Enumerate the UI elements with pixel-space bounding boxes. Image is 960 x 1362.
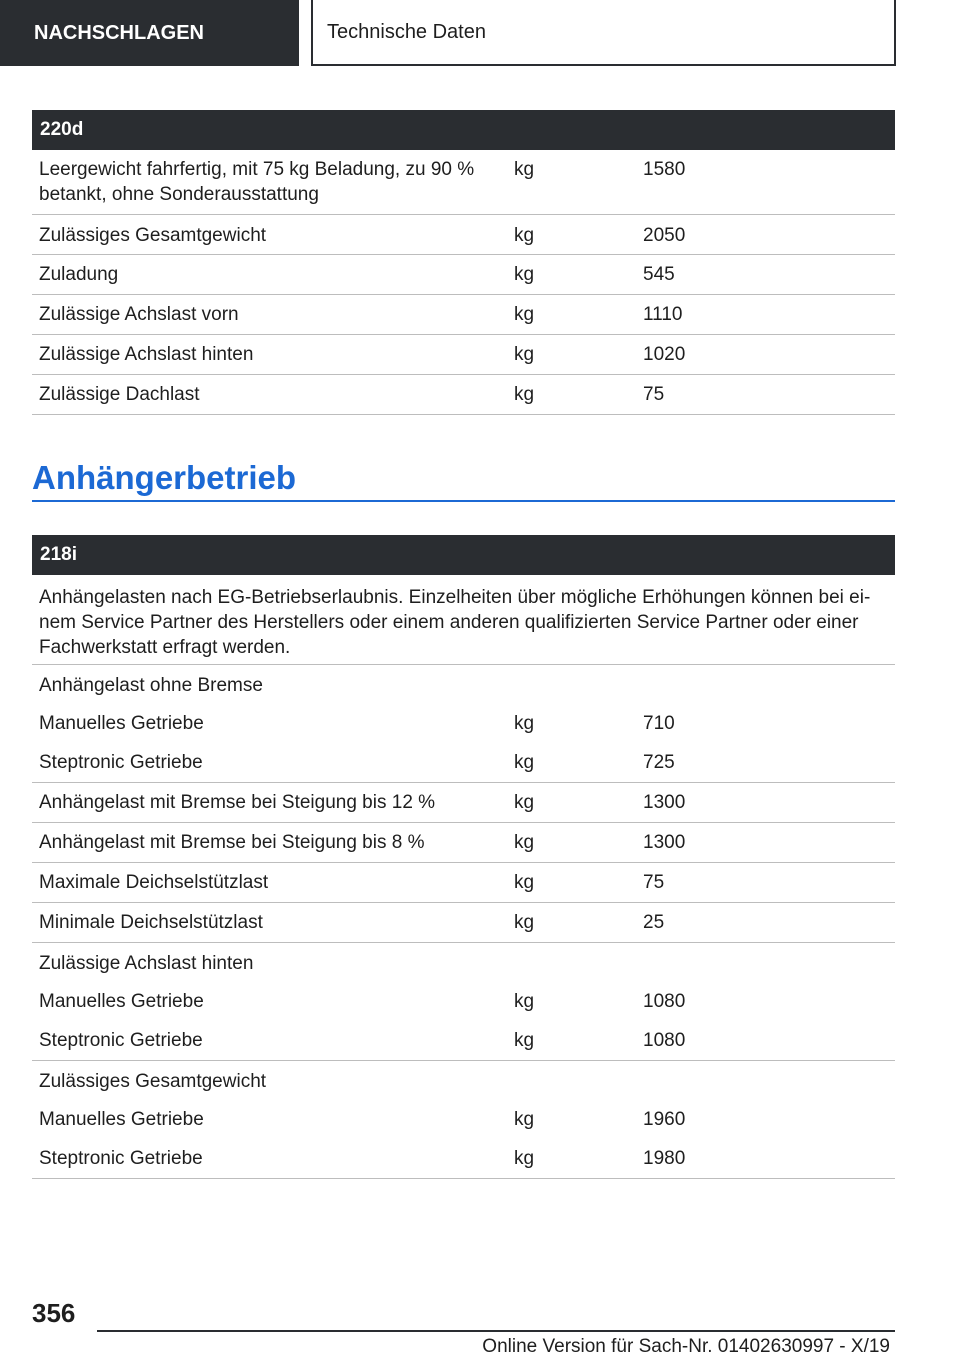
table-row [32,215,895,255]
row-label: Zulässiges Gesamtgewicht [39,1071,267,1092]
row-value: 725 [643,752,675,773]
row-label: Steptronic Getriebe [39,752,203,773]
row-label: Steptronic Getriebe [39,1148,203,1169]
row-value: 1960 [643,1109,686,1130]
row-unit: kg [514,832,535,853]
table-row [32,335,895,375]
row-label: Zulässige Achslast vorn [39,304,239,325]
note-line: Anhängelasten nach EG-Betriebserlaubnis. Einzelheiten über mögliche Erhöhungen können bei ei- [39,587,871,608]
row-value: 1110 [643,304,683,325]
row-value: 1080 [643,1030,686,1051]
row-value: 25 [643,912,665,933]
note-line: Fachwerkstatt erfragt werden. [39,637,291,658]
section-heading: Anhängerbetrieb [32,456,895,502]
row-unit: kg [514,991,535,1012]
note-line: nem Service Partner des Herstellers oder einem anderen qualifizierten Service Partner oder einer [39,612,859,633]
row-label: Zulässige Dachlast [39,384,200,405]
footer-divider [97,1330,895,1332]
row-label: Steptronic Getriebe [39,1030,203,1051]
section-tab: NACHSCHLAGEN [0,0,299,66]
table-heading: 218i [32,535,895,575]
row-value: 710 [643,713,675,734]
row-label: Manuelles Getriebe [39,991,204,1012]
row-label: Zulässiges Gesamtgewicht [39,225,267,246]
row-unit: kg [514,792,535,813]
row-label: Manuelles Getriebe [39,713,204,734]
page-header-title: Technische Daten [311,0,896,66]
row-label: Zulässige Achslast hinten [39,344,254,365]
row-label: Zulässige Achslast hinten [39,953,254,974]
table-row [32,255,895,295]
table-row [32,1100,895,1139]
row-unit: kg [514,304,535,325]
row-label: Minimale Deichselstützlast [39,912,263,933]
row-label: Maximale Deichselstützlast [39,872,269,893]
row-unit: kg [514,1109,535,1130]
row-label: Anhängelast mit Bremse bei Steigung bis 8 % [39,832,425,853]
table-row [32,863,895,903]
row-value: 545 [643,264,675,285]
row-unit: kg [514,713,535,734]
row-value: 1080 [643,991,686,1012]
row-value: 1020 [643,344,686,365]
row-label: Leergewicht fahrfertig, mit 75 kg Beladung, zu 90 % [39,159,475,180]
table-note-row [32,575,895,665]
table-row [32,783,895,823]
table-row [32,743,895,783]
row-value: 1980 [643,1148,686,1169]
row-label-continued: betankt, ohne Sonderausstattung [39,184,319,205]
row-label: Manuelles Getriebe [39,1109,204,1130]
row-unit: kg [514,1030,535,1051]
row-unit: kg [514,344,535,365]
table-row [32,1139,895,1179]
table-row [32,375,895,415]
row-label: Anhängelast mit Bremse bei Steigung bis 12 % [39,792,436,813]
table-row [32,823,895,863]
table-group-row [32,665,895,704]
table-row [32,982,895,1021]
row-value: 1300 [643,792,686,813]
page-number: 356 [32,1298,76,1328]
row-value: 2050 [643,225,686,246]
row-unit: kg [514,264,535,285]
row-value: 75 [643,872,665,893]
table-row [32,295,895,335]
row-unit: kg [514,912,535,933]
row-value: 1580 [643,159,686,180]
row-value: 75 [643,384,665,405]
table-row [32,150,895,215]
trailer-table-218i [32,535,895,1179]
row-unit: kg [514,384,535,405]
table-row [32,1021,895,1061]
row-unit: kg [514,872,535,893]
row-unit: kg [514,1148,535,1169]
weights-table-220d [32,110,895,415]
row-label: Anhängelast ohne Bremse [39,675,263,696]
table-group-row [32,943,895,982]
table-row [32,903,895,943]
table-heading: 220d [32,110,895,150]
row-value: 1300 [643,832,686,853]
row-unit: kg [514,225,535,246]
footer-version-text: Online Version für Sach-Nr. 01402630997 - X/19 [482,1336,890,1357]
table-row [32,704,895,743]
row-unit: kg [514,159,535,180]
row-unit: kg [514,752,535,773]
table-group-row [32,1061,895,1100]
row-label: Zuladung [39,264,119,285]
